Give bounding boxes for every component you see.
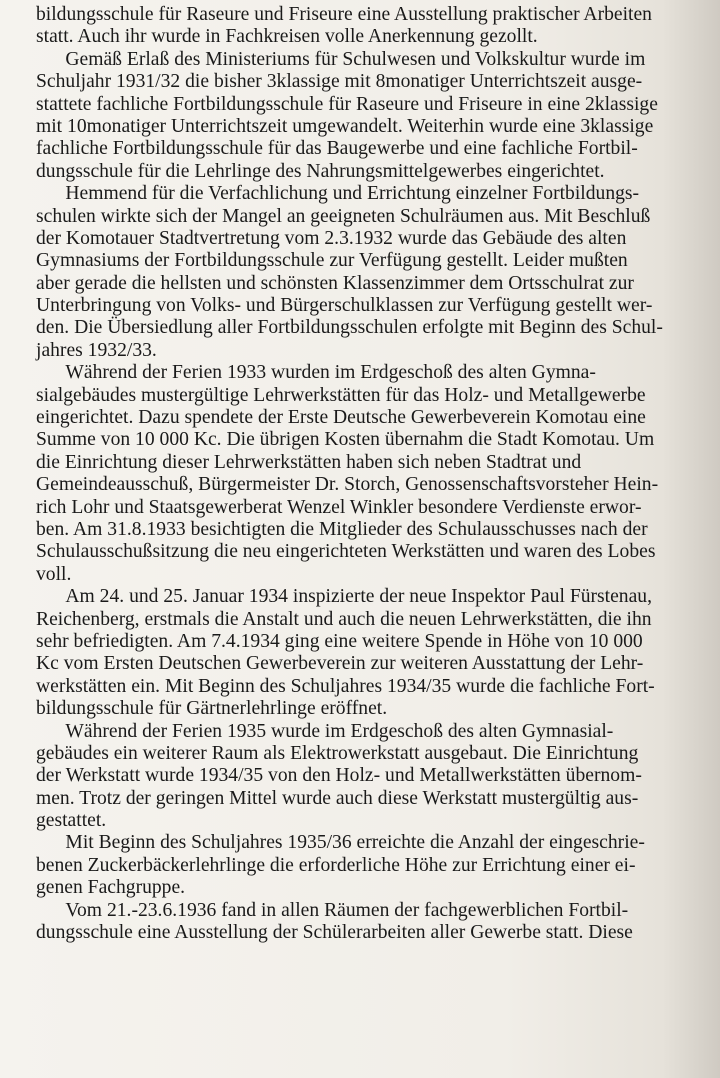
text-line: Gemäß Erlaß des Ministeriums für Schulwesen und Volkskultur wurde im [36, 48, 646, 70]
text-line: mit 10monatiger Unterrichtszeit umgewandelt. Weiterhin wurde eine 3klassige [36, 115, 654, 137]
text-line: genen Fachgruppe. [36, 877, 186, 899]
body-text [36, 4, 720, 944]
text-line: Während der Ferien 1933 wurden im Erdgeschoß des alten Gymna- [36, 362, 596, 384]
text-line: Schulausschußsitzung die neu eingerichteten Werkstätten und waren des Lobes [36, 541, 656, 563]
text-line: voll. [36, 563, 72, 585]
text-line: stattete fachliche Fortbildungsschule für Raseure und Friseure in eine 2klassige [36, 93, 658, 115]
text-line: gestattet. [36, 810, 107, 832]
text-line: dungsschule für die Lehrlinge des Nahrungsmittelgewerbes eingerichtet. [36, 160, 605, 182]
text-line: Mit Beginn des Schuljahres 1935/36 erreichte die Anzahl der eingeschrie- [36, 832, 645, 854]
text-line: Summe von 10 000 Kc. Die übrigen Kosten übernahm die Stadt Komotau. Um [36, 429, 655, 451]
text-line: men. Trotz der geringen Mittel wurde auch diese Werkstatt mustergültig aus- [36, 787, 639, 809]
text-line: ben. Am 31.8.1933 besichtigten die Mitglieder des Schulausschusses nach der [36, 518, 648, 540]
text-line: Hemmend für die Verfachlichung und Errichtung einzelner Fortbildungs- [36, 183, 640, 205]
text-line: der Komotauer Stadtvertretung vom 2.3.1932 wurde das Gebäude des alten [36, 227, 627, 249]
text-line: den. Die Übersiedlung aller Fortbildungsschulen erfolgte mit Beginn des Schul- [36, 317, 663, 339]
text-line: sehr befriedigten. Am 7.4.1934 ging eine weitere Spende in Höhe von 10 000 [36, 630, 643, 652]
text-line: die Einrichtung dieser Lehrwerkstätten haben sich neben Stadtrat und [36, 451, 582, 473]
text-line: werkstätten ein. Mit Beginn des Schuljahres 1934/35 wurde die fachliche Fort- [36, 675, 655, 697]
text-line: gebäudes ein weiterer Raum als Elektrowerkstatt ausgebaut. Die Einrichtung [36, 742, 639, 764]
text-line: fachliche Fortbildungsschule für das Baugewerbe und eine fachliche Fortbil- [36, 138, 638, 160]
text-line: bildungsschule für Gärtnerlehrlinge eröffnet. [36, 698, 388, 720]
text-line: Gemeindeausschuß, Bürgermeister Dr. Storch, Genossenschaftsvorsteher Hein- [36, 474, 659, 496]
text-line: Am 24. und 25. Januar 1934 inspizierte der neue Inspektor Paul Fürstenau, [36, 586, 652, 608]
text-line: eingerichtet. Dazu spendete der Erste Deutsche Gewerbeverein Komotau eine [36, 407, 646, 429]
text-line: der Werkstatt wurde 1934/35 von den Holz- und Metallwerkstätten übernom- [36, 765, 642, 787]
text-line: statt. Auch ihr wurde in Fachkreisen volle Anerkennung gezollt. [36, 26, 538, 48]
text-line: sialgebäudes mustergültige Lehrwerkstätten für das Holz- und Metallgewerbe [36, 384, 646, 406]
text-line: Kc vom Ersten Deutschen Gewerbeverein zur weiteren Ausstattung der Lehr- [36, 653, 644, 675]
text-line: benen Zuckerbäckerlehrlinge die erforderliche Höhe zur Errichtung einer ei- [36, 854, 636, 876]
text-line: Während der Ferien 1935 wurde im Erdgeschoß des alten Gymnasial- [36, 720, 614, 742]
text-line: aber gerade die hellsten und schönsten Klassenzimmer dem Ortsschulrat zur [36, 272, 634, 294]
text-line: Vom 21.-23.6.1936 fand in allen Räumen der fachgewerblichen Fortbil- [36, 899, 629, 921]
text-line: Gymnasiums der Fortbildungsschule zur Verfügung gestellt. Leider mußten [36, 250, 628, 272]
text-line: dungsschule eine Ausstellung der Schülerarbeiten aller Gewerbe statt. Diese [36, 922, 633, 944]
text-line: rich Lohr und Staatsgewerberat Wenzel Winkler besondere Verdienste erwor- [36, 496, 642, 518]
text-line: Unterbringung von Volks- und Bürgerschulklassen zur Verfügung gestellt wer- [36, 295, 653, 317]
text-line: Reichenberg, erstmals die Anstalt und auch die neuen Lehrwerkstätten, die ihn [36, 608, 652, 630]
text-line: schulen wirkte sich der Mangel an geeigneten Schulräumen aus. Mit Beschluß [36, 205, 651, 227]
text-line: Schuljahr 1931/32 die bisher 3klassige mit 8monatiger Unterrichtszeit ausge- [36, 71, 643, 93]
text-line: jahres 1932/33. [36, 339, 157, 361]
text-line: bildungsschule für Raseure und Friseure eine Ausstellung praktischer Arbeiten [36, 4, 652, 25]
